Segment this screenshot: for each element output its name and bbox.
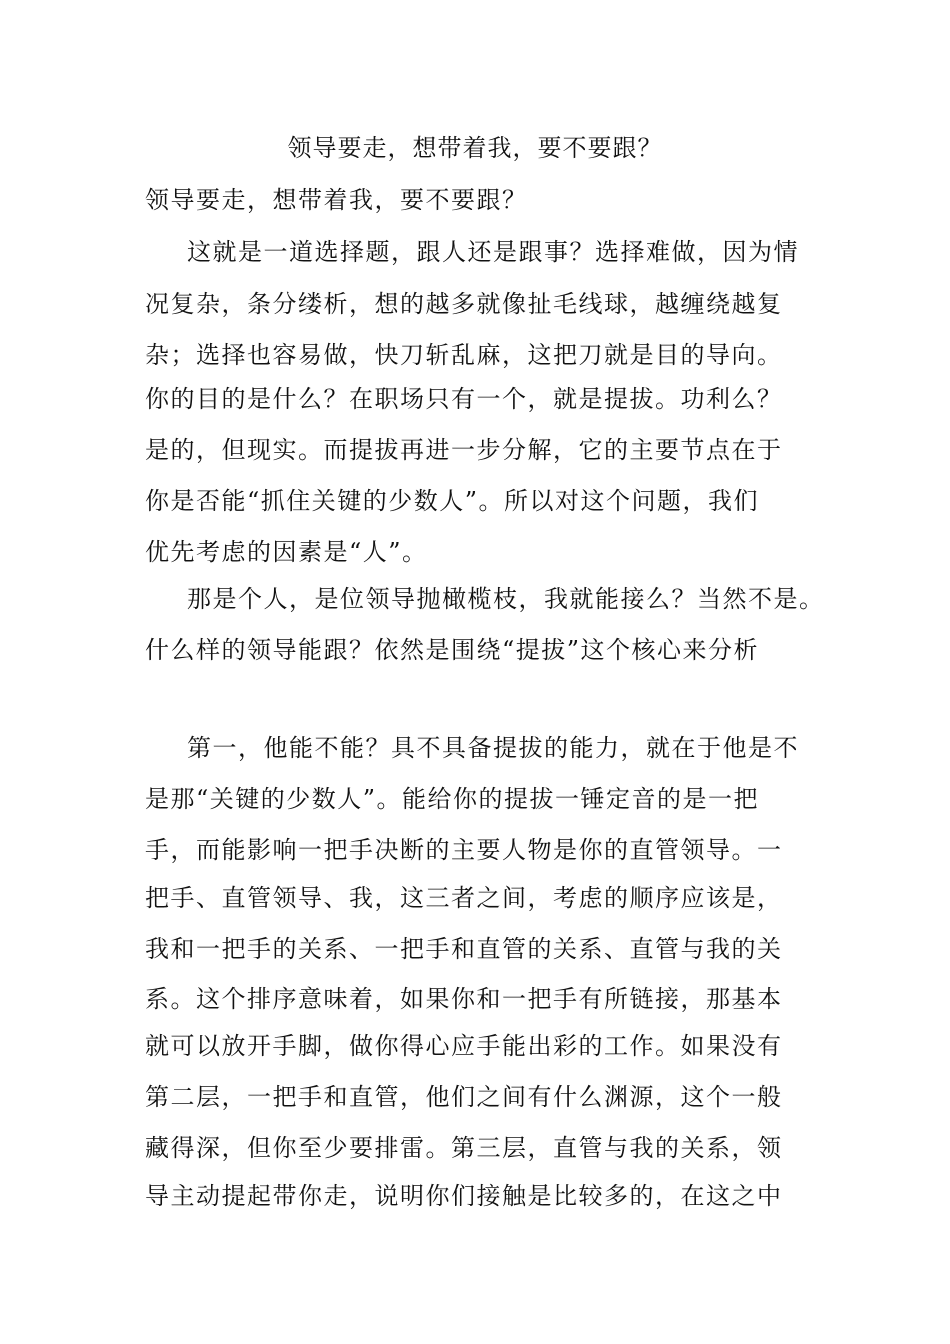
text-line: 第一，他能不能？具不具备提拔的能力，就在于他是不	[187, 734, 799, 762]
text-line: 我和一把手的关系、一把手和直管的关系、直管与我的关	[145, 935, 783, 963]
text-line: 把手、直管领导、我，这三者之间，考虑的顺序应该是，	[145, 884, 783, 912]
text-line: 藏得深，但你至少要排雷。第三层，直管与我的关系，领	[145, 1134, 783, 1162]
text-line: 优先考虑的因素是“人”。	[145, 538, 428, 566]
text-line: 你是否能“抓住关键的少数人”。所以对这个问题，我们	[145, 487, 760, 515]
text-line: 那是个人，是位领导抛橄榄枝，我就能接么？当然不是。	[187, 585, 825, 613]
text-line: 导主动提起带你走，说明你们接触是比较多的，在这之中	[145, 1182, 783, 1210]
text-line: 况复杂，条分缕析，想的越多就像扯毛线球，越缠绕越复	[145, 290, 783, 318]
text-line: 杂；选择也容易做，快刀斩乱麻，这把刀就是目的导向。	[145, 341, 783, 369]
text-line: 手，而能影响一把手决断的主要人物是你的直管领导。一	[145, 836, 783, 864]
text-line: 这就是一道选择题，跟人还是跟事？选择难做，因为情	[187, 238, 799, 266]
text-line: 是那“关键的少数人”。能给你的提拔一锤定音的是一把	[145, 785, 760, 813]
text-line: 系。这个排序意味着，如果你和一把手有所链接，那基本	[145, 985, 783, 1013]
text-line: 第二层，一把手和直管，他们之间有什么渊源，这个一般	[145, 1083, 783, 1111]
text-line: 什么样的领导能跟？依然是围绕“提拔”这个核心来分析	[145, 636, 760, 664]
text-line: 你的目的是什么？在职场只有一个，就是提拔。功利么？	[145, 385, 783, 413]
document-title: 领导要走，想带着我，要不要跟？	[287, 134, 663, 162]
text-line: 就可以放开手脚，做你得心应手能出彩的工作。如果没有	[145, 1032, 783, 1060]
text-line: 领导要走，想带着我，要不要跟？	[145, 186, 528, 214]
text-line: 是的，但现实。而提拔再进一步分解，它的主要节点在于	[145, 436, 783, 464]
